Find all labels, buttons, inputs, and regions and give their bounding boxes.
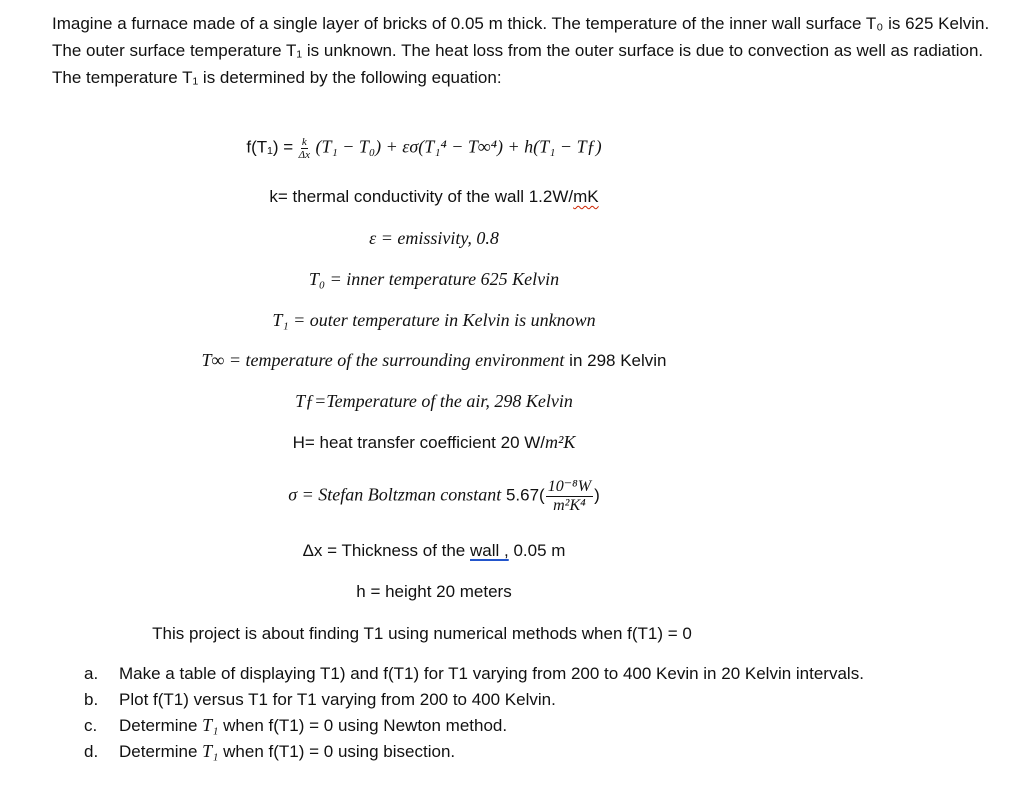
task-text: Make a table of displaying T1) and f(T1) for T1 varying from 200 to 400 Kevin in 20 Kelvin intervals. — [119, 664, 864, 683]
fraction-numerator: k — [301, 136, 307, 148]
def-conductivity-text: k= thermal conductivity of the wall 1.2W/ — [269, 187, 574, 206]
def-emissivity: ε = emissivity, 0.8 — [369, 228, 499, 248]
task-text-after: when f(T1) = 0 using Newton method. — [218, 716, 508, 735]
fraction-denominator: Δx — [298, 149, 311, 161]
def-heat-transfer-unit: m²K — [545, 432, 576, 452]
def-environment-math: T∞ = temperature of the surrounding environment — [201, 350, 565, 370]
def-sigma-value: 5.67( — [501, 485, 545, 505]
def-thickness-text: Δx = Thickness of the — [302, 541, 470, 560]
problem-intro: Imagine a furnace made of a single layer of bricks of 0.05 m thick. The temperature of the inner wall surface T₀ is 625 Kelvin. The outer surface temperature T₁ is unknown. The heat loss from the outer surface is due to convection as well as radiation. The temperature T₁ is determined by the following equation: — [52, 14, 990, 87]
task-label: a. — [84, 664, 99, 683]
sigma-numerator: 10⁻⁸W — [547, 478, 592, 495]
def-sigma-close: ) — [594, 485, 600, 505]
def-outer-temp: T₁ = outer temperature in Kelvin is unknown — [272, 310, 596, 330]
def-inner-temp: T₀ = inner temperature 625 Kelvin — [308, 269, 560, 289]
def-conductivity-unit: mK — [573, 187, 599, 206]
governing-equation — [0, 136, 858, 161]
task-label: d. — [84, 742, 99, 761]
def-air-temp: Tƒ=Temperature of the air, 298 Kelvin — [295, 391, 573, 411]
k-over-dx-fraction — [299, 136, 310, 161]
task-text: Plot f(T1) versus T1 for T1 varying from 200 to 400 Kelvin. — [119, 690, 556, 709]
def-thickness — [0, 541, 868, 561]
task-text-after: when f(T1) = 0 using bisection. — [218, 742, 456, 761]
def-heat-transfer-text: H= heat transfer coefficient 20 W/ — [292, 433, 546, 452]
task-item — [84, 714, 904, 737]
project-statement: This project is about finding T1 using numerical methods when f(T1) = 0 — [152, 624, 692, 643]
task-item — [84, 740, 904, 763]
def-heat-transfer — [0, 432, 868, 453]
def-environment-value: in 298 Kelvin — [564, 351, 667, 370]
def-environment-temp — [0, 350, 868, 371]
task-text-before: Determine — [119, 742, 203, 761]
task-label: c. — [84, 716, 98, 735]
def-conductivity — [0, 187, 868, 207]
sigma-denominator: m²K⁴ — [553, 497, 586, 514]
task-label: b. — [84, 690, 99, 709]
task-item — [84, 662, 904, 685]
task-variable: T₁ — [202, 741, 219, 761]
task-item — [84, 688, 904, 711]
def-height: h = height 20 meters — [356, 582, 512, 601]
task-list — [84, 662, 904, 766]
sigma-unit-fraction — [546, 478, 593, 515]
task-variable: T₁ — [202, 715, 219, 735]
def-sigma-math: σ = Stefan Boltzman constant — [288, 484, 502, 505]
equation-rhs: (T₁ − T₀) + εσ(T₁⁴ − T∞⁴) + h(T₁ − Tƒ) — [315, 136, 602, 157]
def-stefan-boltzmann — [10, 478, 878, 515]
task-text-before: Determine — [119, 716, 203, 735]
equation-lhs: f(T₁) = — [246, 137, 294, 157]
def-thickness-link: wall , — [470, 541, 509, 560]
def-thickness-value: 0.05 m — [508, 541, 566, 560]
